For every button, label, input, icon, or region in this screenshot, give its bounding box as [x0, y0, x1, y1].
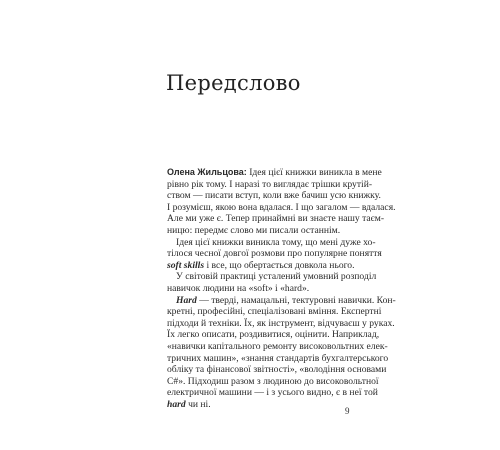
text-fragment: — тверді, намацальні, тектуровні навички. Кон-	[196, 294, 396, 306]
text-line: електричної машини — і з усього видно, є в неї той	[167, 387, 378, 399]
page-number: 9	[345, 406, 350, 416]
text-line	[167, 167, 382, 179]
text-line	[167, 294, 396, 307]
text-line: кретні, професійні, спеціалізовані вміння. Експертні	[167, 306, 382, 318]
term-soft-skills: soft skills	[167, 259, 205, 271]
body-text	[167, 167, 396, 410]
text-fragment: Ідея цієї книжки виникла в мене	[246, 167, 382, 178]
text-line: C#». Підходиш разом з людиною до високовольтної	[167, 375, 379, 387]
text-line: Ідея цієї книжки виникла тому, що мені дуже хо-	[176, 236, 376, 248]
paragraph-2	[167, 236, 382, 272]
paragraph-4	[167, 294, 396, 411]
speaker-name: Олена Жильцова:	[167, 167, 247, 177]
text-line: тілося чесної довгої розмови про популярне поняття	[167, 248, 382, 260]
text-line: обліку та фінансової звітності», «володіння основами	[167, 364, 387, 376]
text-line	[167, 399, 355, 411]
term-hard-lower: hard	[167, 398, 186, 410]
text-line: І розумієш, якою вона вдалася. І що загалом — вдалася.	[167, 201, 396, 213]
text-line: ством — писати вступ, коли вже бачиш усю книжку.	[167, 190, 381, 202]
term-hard: Hard	[176, 294, 197, 306]
paragraph-1	[167, 167, 396, 237]
text-line	[167, 260, 355, 272]
text-line: ницю: передмє слово ми писали останнім.	[167, 224, 341, 236]
text-line: Але ми уже є. Тепер принаймні ви знаєте нашу таєм-	[167, 213, 385, 225]
text-line: У світовій практиці усталений умовний розподіл	[176, 271, 377, 283]
text-fragment: чи ні.	[185, 398, 211, 410]
text-line: «навички капітального ремонту високовольтних елек-	[167, 340, 388, 352]
text-fragment: і все, що обертається довкола нього.	[204, 259, 355, 271]
text-line: навичок людини на «soft» і «hard».	[167, 282, 310, 294]
text-line: рівно рік тому. І наразі то виглядає трішки крутій-	[167, 178, 373, 190]
text-line: підходи й техніки. Їх, як інструмент, відчуваєш у руках.	[167, 317, 395, 329]
chapter-title: Передслово	[166, 71, 301, 95]
paragraph-3	[167, 271, 377, 294]
text-line: тричних машин», «знання стандартів бухгалтерського	[167, 352, 389, 364]
text-line: Їх легко описати, роздивитися, оцінити. Наприклад,	[167, 329, 380, 341]
